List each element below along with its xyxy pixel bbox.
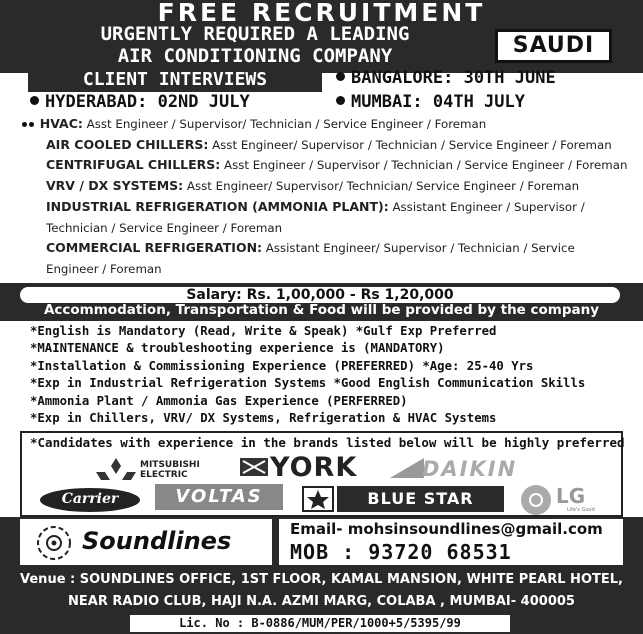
mitsubishi-line1: MITSUBISHI <box>140 460 200 470</box>
daikin-logo: DAIKIN <box>422 457 518 481</box>
job-roles: Asst Engineer/ Supervisor / Technician / Service Engineer / Foreman <box>208 137 612 152</box>
job-list <box>22 114 628 280</box>
lg-logo: LG <box>556 484 586 508</box>
lg-face-icon <box>521 485 551 515</box>
city-hyderabad <box>30 92 250 112</box>
bluestar-logo-text: BLUE STAR <box>367 489 474 508</box>
brands-title: *Candidates with experience in the brands listed below will be highly preferred <box>30 435 625 450</box>
job-industrial-refrigeration-cont: Technician / Service Engineer / Foreman <box>46 220 283 235</box>
soundlines-logo-icon <box>34 525 74 561</box>
job-category: VRV / DX SYSTEMS: <box>46 178 184 194</box>
york-logo: YORK <box>270 452 358 483</box>
requirements-list <box>30 323 640 427</box>
ad-subtitle-line1: URGENTLY REQUIRED A LEADING <box>100 23 410 45</box>
bullet-icon <box>29 122 34 127</box>
carrier-logo-text: Carrier <box>61 491 119 507</box>
client-interviews-label: CLIENT INTERVIEWS <box>28 68 322 92</box>
job-industrial-refrigeration <box>22 197 622 218</box>
job-category: AIR COOLED CHILLERS: <box>46 136 209 152</box>
requirement-item: *English is Mandatory (Read, Write & Speak) *Gulf Exp Preferred <box>30 324 497 338</box>
bullet-icon <box>22 122 27 127</box>
salary: Salary: Rs. 1,00,000 - Rs 1,20,000 <box>20 287 620 303</box>
city-text: MUMBAI: 04TH JULY <box>351 92 525 112</box>
bullet-icon <box>336 72 345 81</box>
city-mumbai <box>336 92 525 112</box>
job-hvac <box>22 114 622 135</box>
job-category: INDUSTRIAL REFRIGERATION (AMMONIA PLANT): <box>46 198 389 214</box>
requirement-item: *Installation & Commissioning Experience (PREFERRED) *Age: 25-40 Yrs <box>30 358 534 373</box>
license-number: Lic. No : B-0886/MUM/PER/1000+5/5395/99 <box>130 615 510 632</box>
bullet-icon <box>336 96 345 105</box>
job-roles: Asst Engineer / Supervisor / Technician / Service Engineer / Foreman <box>220 158 628 173</box>
lg-tagline: Life's Good <box>567 507 595 513</box>
carrier-logo <box>40 488 140 512</box>
daikin-mark-icon <box>390 458 424 478</box>
requirement-item: *MAINTENANCE & troubleshooting experience is (MANDATORY) <box>30 341 445 356</box>
job-roles: Assistant Engineer/ Supervisor / Technician / Service <box>262 241 575 256</box>
agency-name: Soundlines <box>82 527 232 555</box>
bluestar-logo <box>337 486 504 512</box>
job-vrv-dx <box>22 176 622 197</box>
agency-mobile: MOB : 93720 68531 <box>290 540 512 564</box>
bullet-icon <box>30 96 39 105</box>
job-category: COMMERCIAL REFRIGERATION: <box>46 240 263 256</box>
bluestar-star-icon <box>302 486 334 512</box>
requirement-item: *Exp in Industrial Refrigeration Systems *Good English Communication Skills <box>30 376 586 391</box>
city-text: HYDERABAD: 02ND JULY <box>45 92 250 112</box>
job-category: CENTRIFUGAL CHILLERS: <box>46 157 221 173</box>
job-commercial-refrigeration-cont: Engineer / Foreman <box>46 261 162 276</box>
job-air-cooled-chillers <box>22 135 622 156</box>
job-roles: Asst Engineer/ Supervisor/ Technician/ Service Engineer / Foreman <box>183 179 580 194</box>
accommodation-note: Accommodation, Transportation & Food will be provided by the company <box>43 302 600 318</box>
country-badge: SAUDI <box>495 29 612 63</box>
mitsubishi-logo-text <box>140 460 200 480</box>
requirement-item: *Ammonia Plant / Ammonia Gas Experience (PERFERRED) <box>30 393 408 408</box>
agency-email: Email- mohsinsoundlines@gmail.com <box>290 520 603 538</box>
ad-subtitle-line2: AIR CONDITIONING COMPANY <box>117 45 393 67</box>
ad-title: FREE RECRUITMENT <box>157 0 486 27</box>
voltas-logo-text: VOLTAS <box>175 486 263 507</box>
job-category: HVAC: <box>39 116 83 131</box>
agency-logo-box <box>20 519 272 565</box>
job-centrifugal-chillers <box>22 155 628 176</box>
job-commercial-refrigeration <box>22 238 622 259</box>
city-text: BANGALORE: 30TH JUNE <box>351 68 556 88</box>
job-roles: Asst Engineer / Supervisor/ Technician / Service Engineer / Foreman <box>82 117 487 131</box>
mitsubishi-logo-icon <box>95 457 137 483</box>
venue-line1: Venue : SOUNDLINES OFFICE, 1ST FLOOR, KAMAL MANSION, WHITE PEARL HOTEL, <box>20 572 623 587</box>
job-roles: Assistant Engineer / Supervisor / <box>388 199 585 214</box>
venue-line2: NEAR RADIO CLUB, HAJI N.A. AZMI MARG, COLABA , MUMBAI- 400005 <box>68 594 575 609</box>
city-bangalore <box>336 68 556 88</box>
requirement-item: *Exp in Chillers, VRV/ DX Systems, Refrigeration & HVAC Systems <box>30 411 497 426</box>
voltas-logo <box>155 484 283 510</box>
york-mark-icon <box>240 458 268 476</box>
mitsubishi-line2: ELECTRIC <box>140 470 188 480</box>
